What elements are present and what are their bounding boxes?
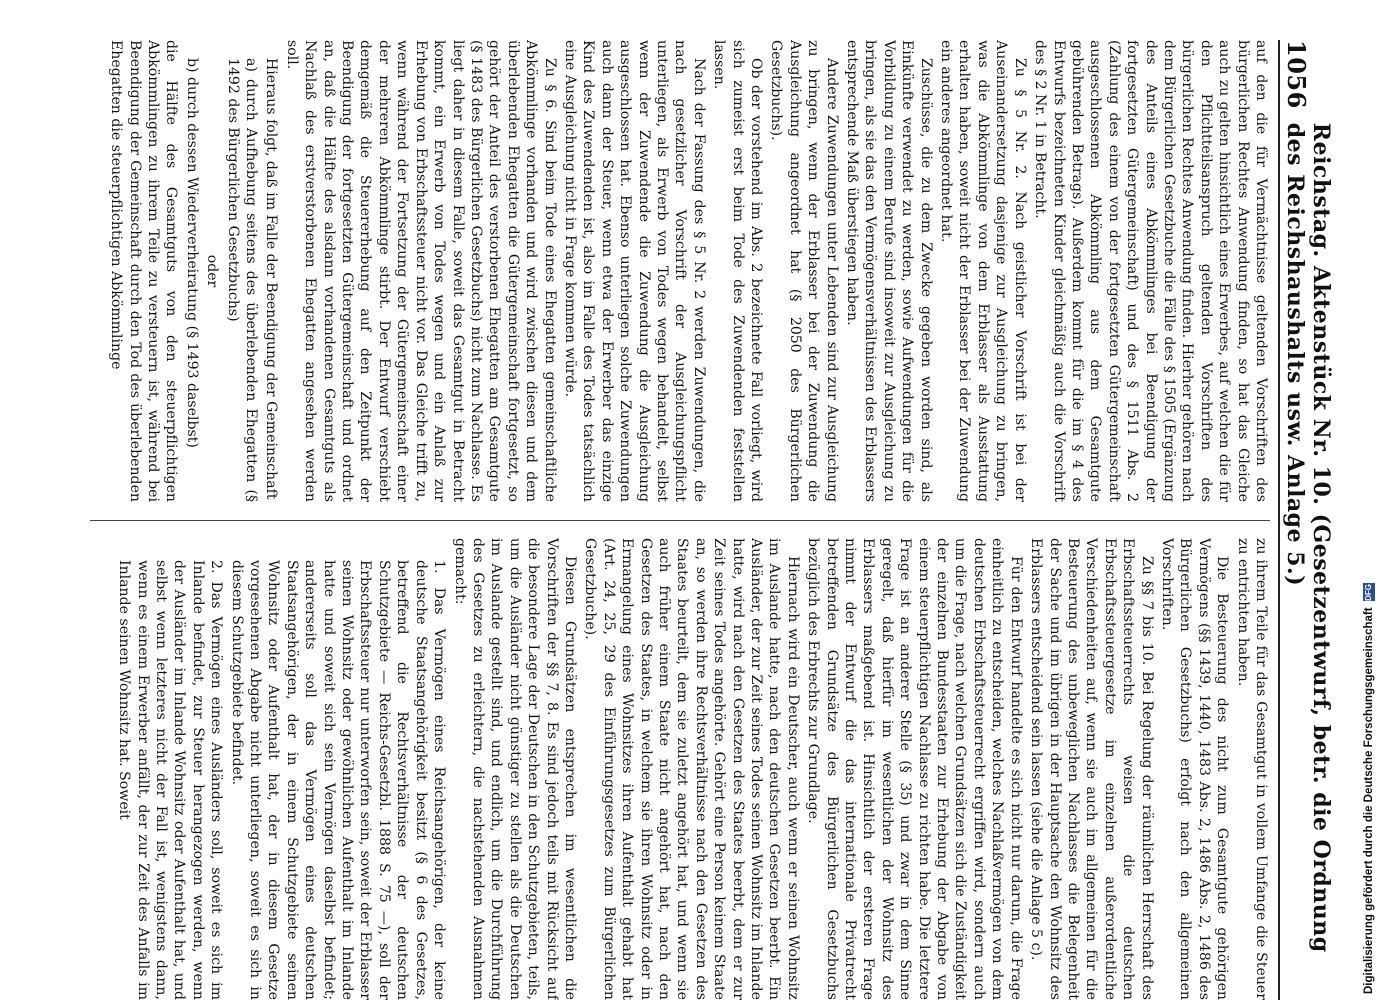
paragraph: die Hälfte des Gesamtguts von den steuerpflichtigen Abkömmlingen zu ihrem Teile zu versteuern ist, während bei Beendigung der Gemeinschaft durch den Tod des überlebenden Ehegatten die steuerpflichtigen Abkömmlinge	[108, 40, 180, 502]
left-column	[90, 40, 1270, 502]
digitization-sidebar	[1353, 0, 1383, 1000]
paragraph: Zu § 6. Sind beim Tode eines Ehegatten gemeinschaftliche Abkömmlinge vorhanden und wird zwischen diesen und dem überlebenden Ehegatten die Gütergemeinschaft fortgesetzt, so gehört der Anteil des verstorbenen Ehegatten am Gesamtgute (§ 1483 des Bürgerlichen Gesetzbuchs) nicht zum Nachlasse. Es liegt daher in diesem Falle, soweit das Gesamtgut in Betracht kommt, ein Erwerb von Todes wegen und ein Anlaß zur Erhebung von Erbschaftssteuer nicht vor. Das Gleiche trifft zu, wenn während der Fortsetzung der Gütergemeinschaft einer der mehreren Abkömmlinge stirbt. Der Entwurf verschiebt demgemäß die Steuererhebung auf den Zeitpunkt der Beendigung der fortgesetzten Gütergemeinschaft und ordnet an, daß die Hälfte des alsdann vorhandenen Gesamtguts als Nachlaß des erstverstorbenen Ehegatten angesehen werden soll.	[283, 40, 558, 502]
document-page	[80, 40, 1334, 1000]
dfg-logo: DFG	[1364, 583, 1373, 601]
paragraph: Andere Zuwendungen unter Lebenden sind zur Ausgleichung zu bringen, wenn der Erblasser bei der Zuwendung die Ausgleichung angeordnet hat (§ 2050 des Bürgerlichen Gesetzbuchs).	[768, 40, 840, 502]
paragraph: Hiernach wird ein Deutscher, auch wenn er seinen Wohnsitz im Auslande hatte, nach den deutschen Gesetzen beerbt. Ein Ausländer, der zur Zeit seines Todes seinen Wohnsitz im Inlande hatte, wird nach den Gesetzen des Staates beerbt, dem er zur Zeit seines Todes angehörte. Gehört eine Person keinem Staate an, so werden ihre Rechtsverhältnisse nach den Gesetzen des Staates beurteilt, dem sie zuletzt angehört hat, und wenn sie auch früher einem Staate nicht angehört hat, nach den Gesetzen des Staates, in welchem sie ihren Wohnsitz oder in Ermangelung eines Wohnsitzes ihren Aufenthalt gehabt hat (Art. 24, 25, 29 des Einführungsgesetzes zum Bürgerlichen Gesetzbuche).	[582, 538, 801, 1000]
paragraph: Hieraus folgt, daß im Falle der Beendigung der Gemeinschaft	[263, 58, 280, 500]
paragraph: Die Besteuerung des nicht zum Gesamtgute gehörigen Vermögens (§§ 1439, 1440, 1483 Abs. 2, 1486 Abs. 2, 1486 des Bürgerlichen Gesetzbuchs) erfolgt nach den allgemeinen Vorschriften.	[1158, 538, 1231, 1000]
paragraph: Diesen Grundsätzen entsprechen im wesentlichen die Vorschriften der §§ 7, 8. Es sind jedoch teils mit Rücksicht auf die besondere Lage der Deutschen in den Schutzgebieten, teils, um die Ausländer nicht günstiger zu stellen als die Deutschen im Auslande gestellt sind, und endlich, um die Durchführung des Gesetzes zu erleichtern, die nachstehenden Ausnahmen gemacht:	[451, 538, 578, 1000]
page-header	[1282, 40, 1334, 1000]
page-number: 1056	[1282, 40, 1311, 109]
paragraph: Nach der Fassung des § 5 Nr. 2 werden Zuwendungen, die nach gesetzlicher Vorschrift der Ausgleichungspflicht unterliegen, als Erwerb von Todes wegen behandelt, selbst wenn der Zuwendende die Zuwendung die Ausgleichung ausgeschlossen hat. Ebenso unterliegen solche Zuwendungen auch dann der Steuer, wenn etwa der Erwerber das einzige Kind des Zuwendenden ist, also im Falle des Todes tatsächlich eine Ausgleichung nicht in Frage kommen würde.	[561, 40, 707, 502]
header-rule	[1278, 40, 1280, 1000]
paragraph: Ob der vorstehend im Abs. 2 bezeichnete Fall vorliegt, wird sich zumeist erst beim Tode des Zuwendenden feststellen lassen.	[711, 40, 765, 502]
column-divider	[90, 520, 1270, 521]
paragraph: Zu § 5 Nr. 2. Nach geistlicher Vorschrift ist bei der Auseinandersetzung dasjenige zur Ausgleichung zu bringen, was die Abkömmlinge von dem Erblasser als Ausstattung erhalten haben, soweit nicht der Erblasser bei der Zuwendung ein anderes angeordnet hat.	[938, 40, 1028, 502]
digitization-credit: Digitalisierung gefördert durch die Deutsche Forschungsgemeinschaft	[1363, 607, 1375, 994]
paragraph: Für den Entwurf handelte es sich nicht nur darum, die Frage einheitlich zu entscheiden, welches Nachlaßvermögen von dem deutschen Erbschaftssteuerrecht ergriffen wird, sondern auch um die Frage, nach welchen Grundsätzen sich die Zuständigkeit der einzelnen Bundesstaaten zur Erhebung der Abgabe von einem steuerpflichtigen Nachlasse zu richten habe. Die letztere Frage ist an anderer Stelle (§ 35) und zwar in dem Sinne geregelt, daß hierfür im wesentlichen der Wohnsitz des Erblassers maßgebend ist. Hinsichtlich der ersteren Frage nimmt der Entwurf die das internationale Privatrecht betreffenden Grundsätze des Bürgerlichen Gesetzbuchs bezüglich des Erbrechts zur Grundlage.	[805, 538, 1024, 1000]
right-column	[90, 538, 1270, 1000]
paragraph: b) durch dessen Wiederverheiratung (§ 1493 daselbst)	[183, 58, 200, 448]
paragraph: auf den die für Vermächtnisse geltenden Vorschriften des bürgerlichen Rechtes Anwendung finden, so hat das Gleiche auch zu gelten hinsichtlich eines Erwerbes, auf welchen die für den Pflichtteilsanspruch geltenden Vorschriften des bürgerlichen Rechtes Anwendung finden. Hierher gehören nach dem Bürgerlichen Gesetzbuche die Fälle des § 1505 (Ergänzung des Anteils eines Abkömmlinges bei Beendigung der fortgesetzten Gütergemeinschaft) und des § 1511 Abs. 2 (Zahlung des einem von der fortgesetzten Gütergemeinschaft ausgeschlossenen Abkömmling aus dem Gesamtgute gebührenden Betrags). Außerdem kommt für die im § 4 des Entwurfs bezeichneten Kinder gleichmäßig auch die Vorschrift des § 2 Nr. 1 in Betracht.	[1032, 40, 1269, 502]
paragraph: Zu §§ 7 bis 10. Bei Regelung der räumlichen Herrschaft des Erbschaftssteuerrechts weisen die deutschen Erbschaftssteuergesetze im einzelnen außerordentliche Verschiedenheiten auf, wenn sie auch im allgemeinen für die Besteuerung des unbeweglichen Nachlasses die Belegenheit der Sache und im übrigen in der Hauptsache den Wohnsitz des Erblassers entscheidend sein lassen (siehe die Anlage 5 c).	[1028, 538, 1155, 1000]
page-title: Reichstag. Aktenstück Nr. 10. (Gesetzentwurf, betr. die Ordnung des Reichshaushalts usw. Anlage 5.)	[1282, 122, 1334, 953]
paragraph: oder	[204, 254, 221, 288]
paragraph: Zuschüsse, die zu dem Zwecke gegeben worden sind, als Einkünfte verwendet zu werden, sowie Aufwendungen für die Vorbildung zu einem Berufe sind insoweit zur Ausgleichung zu bringen, als sie das den Vermögensverhältnissen des Erblassers entsprechende Maß überstiegen haben.	[844, 40, 934, 502]
paragraph: zu ihrem Teile für das Gesamtgut in vollem Umfange die Steuer zu entrichten haben.	[1234, 538, 1269, 1000]
paragraph: a) durch Aufhebung seitens des überlebenden Ehegatten (§ 1492 des Bürgerlichen Gesetzbuchs)	[224, 58, 260, 502]
paragraph: 2. Das Vermögen eines Ausländers soll, soweit es sich im Inlande befindet, zur Steuer herangezogen werden, wenn der Ausländer im Inlande Wohnsitz oder Aufenthalt hat, und selbst wenn letzteres nicht der Fall ist, wenigstens dann, wenn es einem Erwerber anfällt, der zur Zeit des Anfalls im Inlande seinen Wohnsitz hat. Soweit	[116, 560, 225, 1000]
paragraph: 1. Das Vermögen eines Reichsangehörigen, der keine deutsche Staatsangehörigkeit besitzt (§ 6 des Gesetzes, betreffend die Rechtsverhältnisse der deutschen Schutzgebiete — Reichs-Gesetzbl. 1888 S. 75 —), soll der Erbschaftssteuer nur unterworfen sein, soweit der Erblasser seinen Wohnsitz oder gewöhnlichen Aufenthalt im Inlande hatte und soweit sich sein Vermögen daselbst befindet; andererseits soll das Vermögen eines deutschen Staatsangehörigen, der in einem Schutzgebiete seinen Wohnsitz oder Aufenthalt hat, der in diesem Gesetze vorgesehenen Abgabe nicht unterliegen, soweit es sich in diesem Schutzgebiete befindet.	[228, 560, 448, 1000]
